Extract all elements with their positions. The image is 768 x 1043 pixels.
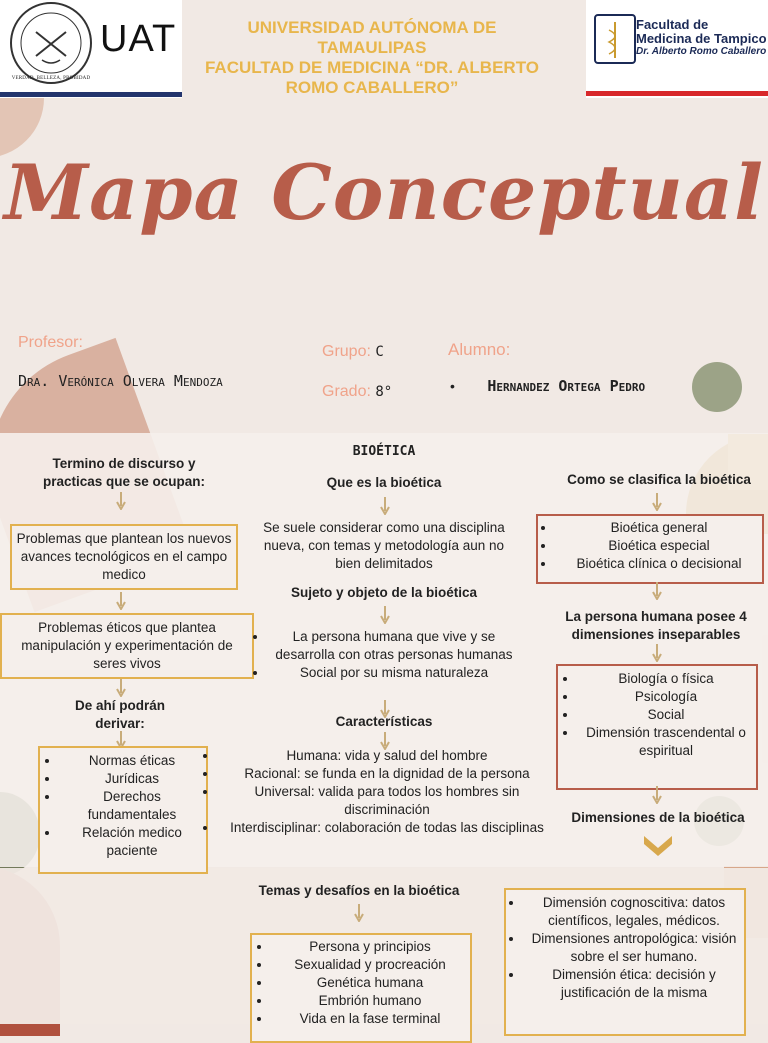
right-class-list <box>538 519 762 573</box>
list-item: • Normas éticas <box>60 752 204 770</box>
right-dim-box <box>556 664 758 790</box>
alumno-row <box>450 377 645 396</box>
page-title: Mapa Conceptual <box>4 148 764 237</box>
list-item: • Bioética especial <box>556 537 762 555</box>
list-item: • Dimensión trascendental o espiritual <box>578 724 754 760</box>
right-persona-heading: La persona humana posee 4 dimensiones inseparables <box>565 609 747 642</box>
list-item: • Genética humana <box>272 974 468 992</box>
left-box-1-text: Problemas que plantean los nuevos avances tecnológicos en el campo medico <box>16 531 232 582</box>
arrow-down-icon <box>354 904 364 922</box>
left-box-1 <box>10 524 238 590</box>
list-item: • Social por su misma naturaleza <box>268 664 520 682</box>
map-center-title: BIOÉTICA <box>352 444 416 459</box>
list-item: • La persona humana que vive y se desarrolla con otras personas humanas <box>268 628 520 664</box>
deco-circle-green <box>692 362 742 412</box>
uat-bar <box>0 92 182 97</box>
arrow-down-icon <box>652 644 662 662</box>
faculty-logo-text <box>636 18 767 46</box>
arrow-down-icon <box>652 582 662 600</box>
list-item: • Psicología <box>578 688 754 706</box>
center-q3: Características <box>335 714 433 729</box>
arrow-down-icon <box>116 679 126 697</box>
right-heading: Como se clasifica la bioética <box>567 472 751 487</box>
list-item: • Embrión humano <box>272 992 468 1010</box>
right-class-box <box>536 514 764 584</box>
list-item: • Social <box>578 706 754 724</box>
grado-label: Grado: <box>322 383 371 400</box>
center-q2: Sujeto y objeto de la bioética <box>290 585 478 600</box>
left-derive-box <box>38 746 208 874</box>
list-item: • Universal: valida para todos los hombres sin discriminación <box>218 783 556 819</box>
arrow-down-icon <box>380 606 390 624</box>
list-item: • Persona y principios <box>272 938 468 956</box>
center-a1: Se suele considerar como una disciplina nueva, con temas y metodología aun no bien delimitados <box>263 520 505 571</box>
uat-motto: VERDAD, BELLEZA, PROBIDAD <box>11 76 91 81</box>
profesor-label: Profesor: <box>18 334 83 351</box>
list-item: • Derechos fundamentales <box>60 788 204 824</box>
left-derive-heading: De ahí podrán derivar: <box>74 698 165 731</box>
left-derive-list <box>42 752 204 860</box>
list-item: • Dimensión ética: decisión y justificación de la misma <box>524 966 744 1002</box>
faculty-logo-line2: Medicina de Tampico <box>636 31 767 46</box>
arrow-down-icon <box>116 592 126 610</box>
center-a2-list <box>250 628 520 682</box>
list-item: • Jurídicas <box>60 770 204 788</box>
chevron-down-icon <box>642 832 674 863</box>
center-q1: Que es la bioética <box>326 475 442 490</box>
list-item: • Bioética general <box>556 519 762 537</box>
list-item: • Humana: vida y salud del hombre <box>218 747 556 765</box>
grado-row <box>322 383 392 401</box>
list-item: • Dimensión cognoscitiva: datos científicos, legales, médicos. <box>524 894 744 930</box>
center-a3-list <box>200 747 556 837</box>
left-heading: Termino de discurso y practicas que se ocupan: <box>42 456 206 489</box>
arrow-down-icon <box>116 492 126 510</box>
alumno-label: Alumno: <box>448 340 511 359</box>
grupo-value: C <box>375 344 384 360</box>
caduceus-icon <box>594 14 636 64</box>
list-item: • Sexualidad y procreación <box>272 956 468 974</box>
center-a2 <box>250 628 520 682</box>
list-item: • Relación medico paciente <box>60 824 204 860</box>
faculty-logo-subtitle: Dr. Alberto Romo Caballero <box>636 46 767 57</box>
university-seal-icon <box>10 2 92 84</box>
university-name: UNIVERSIDAD AUTÓNOMA DE TAMAULIPAS <box>247 18 497 57</box>
profesor-name: Dra. Verónica Olvera Mendoza <box>18 372 223 390</box>
grupo-label: Grupo: <box>322 343 371 360</box>
grupo-row <box>322 343 384 361</box>
list-item: • Dimensiones antropológica: visión sobre el ser humano. <box>524 930 744 966</box>
list-item: • Vida en la fase terminal <box>272 1010 468 1028</box>
right-dims-box <box>504 888 746 1036</box>
bottom-heading: Temas y desafíos en la bioética <box>258 883 460 898</box>
faculty-bar <box>586 91 768 96</box>
alumno-name: Hernandez Ortega Pedro <box>487 377 646 395</box>
left-box-2-text: Problemas éticos que plantea manipulación y experimentación de seres vivos <box>21 620 233 671</box>
faculty-name: FACULTAD DE MEDICINA “DR. ALBERTO ROMO CABALLERO” <box>204 58 539 97</box>
grado-value: 8° <box>375 384 393 400</box>
bottom-list <box>254 938 468 1028</box>
left-box-2 <box>0 613 254 679</box>
faculty-logo-line1: Facultad de <box>636 17 709 32</box>
bottom-topics-box <box>250 933 472 1043</box>
list-item: • Racional: se funda en la dignidad de la persona <box>218 765 556 783</box>
right-dims-heading: Dimensiones de la bioética <box>571 810 745 825</box>
list-item: • Biología o física <box>578 670 754 688</box>
arrow-down-icon <box>652 786 662 804</box>
center-a3 <box>200 747 556 837</box>
arrow-down-icon <box>380 497 390 515</box>
alumno-bullet: • <box>450 378 455 394</box>
header-title <box>200 18 544 98</box>
list-item: • Interdisciplinar: colaboración de todas las disciplinas <box>218 819 556 837</box>
uat-logo-text: UAT <box>100 18 177 60</box>
right-dim-list <box>560 670 754 760</box>
right-dims-list <box>506 894 744 1002</box>
arrow-down-icon <box>652 493 662 511</box>
list-item: • Bioética clínica o decisional <box>556 555 762 573</box>
